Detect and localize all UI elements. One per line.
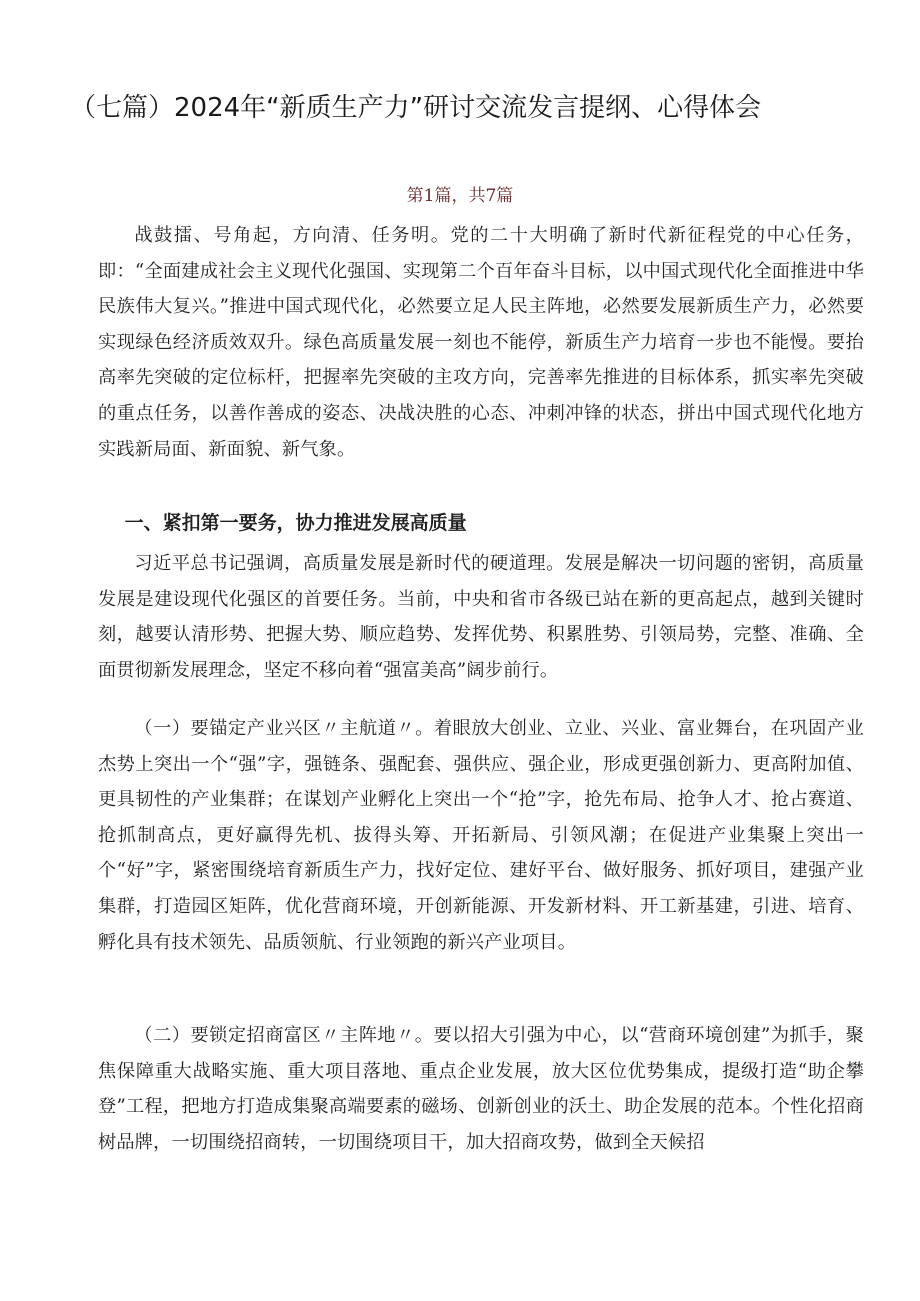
item-two-paragraph: （二）要锁定招商富区〃主阵地〃。要以招大引强为中心，以“营商环境创建”为抓手，聚焦保障重大战略实施、重大项目落地、重点企业发展，放大区位优势集成，提级打造“助企攀登”工程，把地方打造成集聚高端要素的磁场、创新创业的沃土、助企发展的范本。个性化招商树品牌，一切围绕招商转，一切围绕项目干，加大招商攻势，做到全天候招 bbox=[98, 1025, 864, 1153]
section-body-paragraph: 习近平总书记强调，高质量发展是新时代的硬道理。发展是解决一切问题的密钥，高质量发展是建设现代化强区的首要任务。当前，中央和省市各级已站在新的更高起点，越到关键时刻，越要认清形势、把握大势、顺应趋势、发挥优势、积累胜势、引领局势，完整、准确、全面贯彻新发展理念，坚定不移向着“强富美高”阔步前行。 bbox=[98, 553, 864, 681]
part-indicator: 第1篇，共7篇 bbox=[406, 186, 514, 206]
section-heading: 一、紧扣第一要务，协力推进发展高质量 bbox=[124, 512, 467, 534]
document-title: （七篇）2024年“新质生产力”研讨交流发言提纲、心得体会 bbox=[70, 93, 762, 123]
intro-paragraph: 战鼓擂、号角起，方向清、任务明。党的二十大明确了新时代新征程党的中心任务，即：“全面建成社会主义现代化强国、实现第二个百年奋斗目标，以中国式现代化全面推进中华民族伟大复兴。”推进中国式现代化，必然要立足人民主阵地，必然要发展新质生产力，必然要实现绿色经济质效双升。绿色高质量发展一刻也不能停，新质生产力培育一步也不能慢。要抬高率先突破的定位标杆，把握率先突破的主攻方向，完善率先推进的目标体系，抓实率先突破的重点任务，以善作善成的姿态、决战决胜的心态、冲刺冲锋的状态，拼出中国式现代化地方实践新局面、新面貌、新气象。 bbox=[98, 225, 864, 460]
item-one-paragraph: （一）要锚定产业兴区〃主航道〃。着眼放大创业、立业、兴业、富业舞台，在巩固产业杰势上突出一个“强”字，强链条、强配套、强供应、强企业，形成更强创新力、更高附加值、更具韧性的产业集群；在谋划产业孵化上突出一个“抢”字，抢先布局、抢争人才、抢占赛道、抢抓制高点，更好赢得先机、拔得头筹、开拓新局、引领风潮；在促进产业集聚上突出一个“好”字，紧密围绕培育新质生产力，找好定位、建好平台、做好服务、抓好项目，建强产业集群，打造园区矩阵，优化营商环境，开创新能源、开发新材料、开工新基建，引进、培育、孵化具有技术领先、品质领航、行业领跑的新兴产业项目。 bbox=[98, 718, 864, 953]
